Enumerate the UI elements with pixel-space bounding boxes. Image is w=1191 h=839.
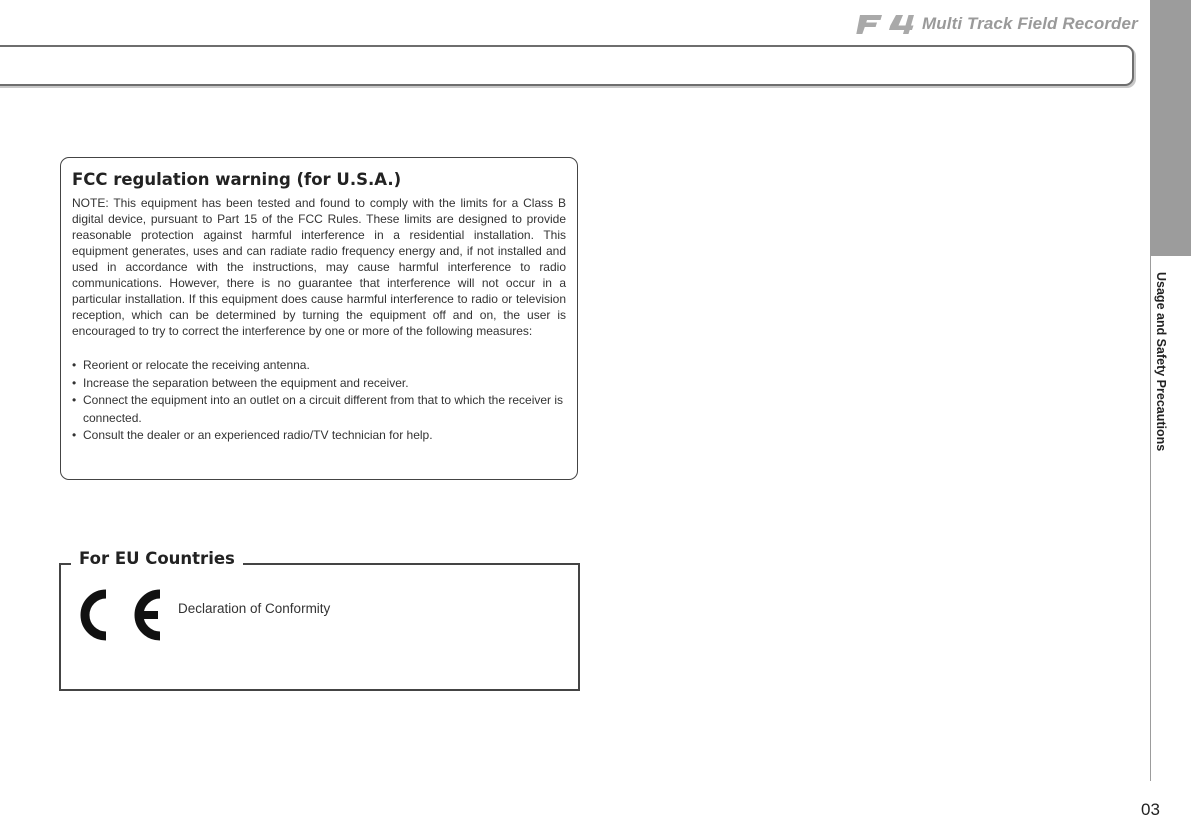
bullet: • bbox=[72, 358, 77, 372]
list-item bbox=[72, 427, 566, 445]
bullet: • bbox=[72, 428, 77, 442]
eu-title: For EU Countries bbox=[71, 549, 243, 568]
fcc-measures-list bbox=[72, 357, 566, 445]
bullet: • bbox=[72, 393, 77, 407]
measure-text: Reorient or relocate the receiving antenna. bbox=[83, 358, 310, 372]
product-title: Multi Track Field Recorder bbox=[922, 14, 1138, 33]
page-number: 03 bbox=[1141, 800, 1160, 819]
ce-mark-icon bbox=[78, 588, 166, 642]
fcc-title: FCC regulation warning (for U.S.A.) bbox=[72, 170, 402, 189]
header-brand bbox=[856, 12, 1138, 36]
list-item bbox=[72, 392, 566, 427]
measure-text: Increase the separation between the equipment and receiver. bbox=[83, 375, 409, 390]
declaration-of-conformity: Declaration of Conformity bbox=[178, 601, 331, 616]
fcc-note: NOTE: This equipment has been tested and found to comply with the limits for a Class B digital device, pursuant to Part 15 of the FCC Rules. These limits are designed to provide reasonable protection against harmful interference in a residential installation. This equipment generates, uses and can radiate radio frequency energy and, if not installed and used in accordance with the instructions, may cause harmful interference to radio communications. However, there is no guarantee that interference will not occur in a particular installation. If this equipment does cause harmful interference to radio or television reception, which can be determined by turning the equipment off and on, the user is encouraged to try to correct the interference by one or more of the following measures: bbox=[72, 196, 566, 338]
bullet: • bbox=[72, 375, 77, 390]
section-label: Usage and Safety Precautions bbox=[1154, 272, 1168, 452]
header-bar bbox=[0, 45, 1134, 86]
list-item bbox=[72, 375, 566, 393]
list-item bbox=[72, 357, 566, 375]
side-divider bbox=[1150, 256, 1151, 781]
section-tab bbox=[1150, 0, 1191, 256]
f4-logo-icon bbox=[856, 13, 914, 35]
measure-text: Consult the dealer or an experienced radio/TV technician for help. bbox=[83, 428, 433, 442]
measure-text: Connect the equipment into an outlet on a circuit different from that to which the receiver is connected. bbox=[83, 393, 564, 425]
fcc-warning-box bbox=[60, 157, 578, 480]
